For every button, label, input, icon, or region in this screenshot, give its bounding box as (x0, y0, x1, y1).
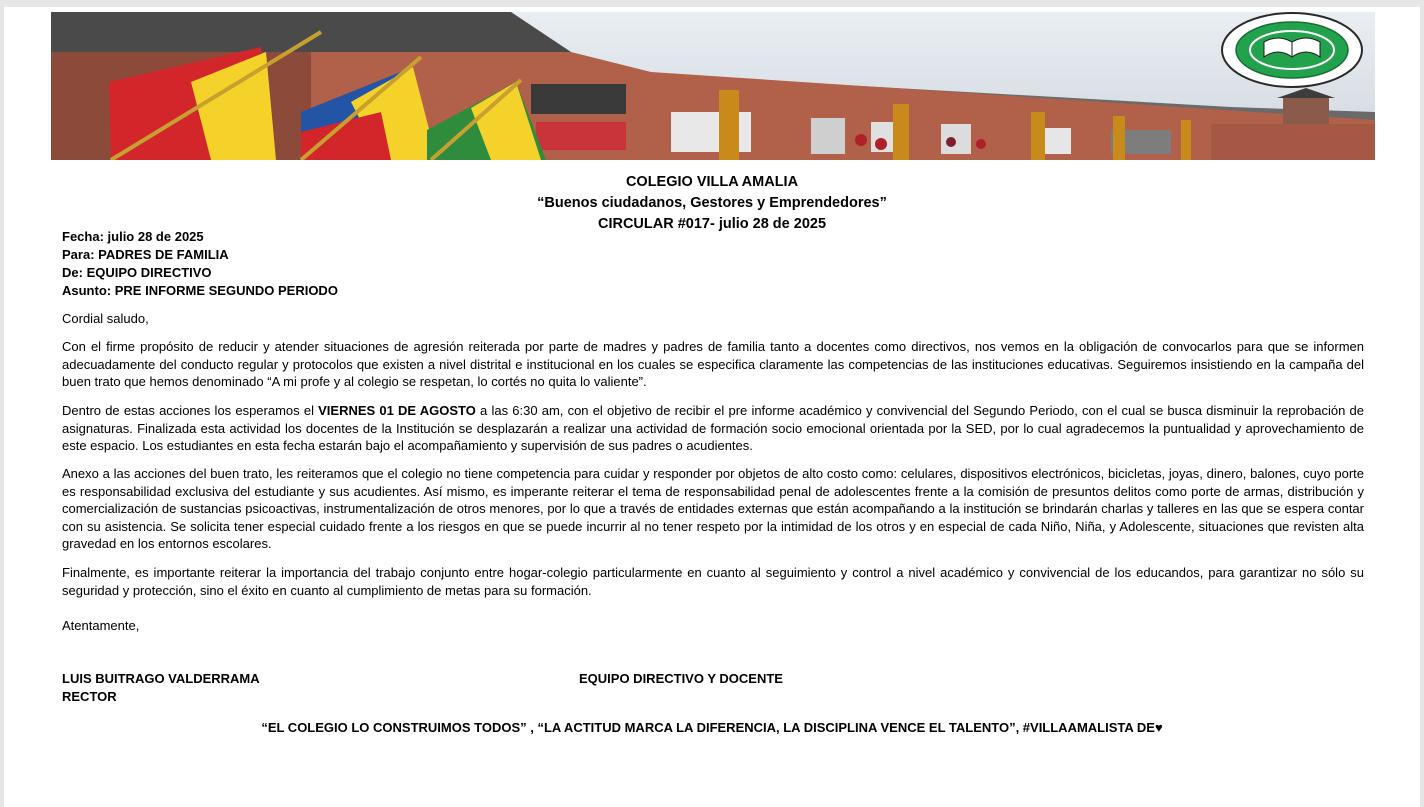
subject-line: Asunto: PRE INFORME SEGUNDO PERIODO (62, 283, 338, 298)
date-line: Fecha: julio 28 de 2025 (62, 229, 204, 244)
to-line: Para: PADRES DE FAMILIA (62, 247, 229, 262)
paragraph-3: Anexo a las acciones del buen trato, les reiteramos que el colegio no tiene competencia para cuidar y responder por objetos de alto costo como: celulares, dispositivos electrónicos, bicicletas, joyas, dinero, balones, cuyo porte es responsabilidad exclusiva del estudiante y sus acudientes. Así mismo, es imperante reiterar el tema de responsabilidad penal de adolescentes frente a la comisión de presuntos delitos como porte de armas, distribución y comercialización de sustancias psicoactivas, instrumentalización de otros menores, por lo que a través de entidades externas que están acompañando a la institución se brindarán charlas y talleres en las que se espera contar con su asistencia. Se solicita tener especial cuidado frente a los riesgos en que se puede incurrir al no tener respeto por la intimidad de los otros y en especial de cada Niño, Niña, y Adolescente, situaciones que revisten alta gravedad en los entornos escolares. (62, 466, 1364, 552)
memo-header (62, 228, 338, 300)
school-name: COLEGIO VILLA AMALIA (625, 174, 799, 190)
team-signature: EQUIPO DIRECTIVO Y DOCENTE (579, 671, 783, 686)
paragraph-1: Con el firme propósito de reducir y atender situaciones de agresión reiterada por parte de madres y padres de familia tanto a docentes como directivos, nos vemos en la obligación de convocarlos para que se informen adecuadamente del conducto regular y protocolos que existen a nivel distrital e institucional en los cuales se especifica claramente las competencias de las instituciones educativas. Seguiremos insistiendo en la campaña del buen trato que hemos denominado “A mi profe y al colegio se respetan, lo cortés no quita lo valiente”. (62, 339, 1364, 390)
signer-name: LUIS BUITRAGO VALDERRAMA (62, 671, 260, 686)
event-date: VIERNES 01 DE AGOSTO (318, 403, 476, 418)
school-motto: “Buenos ciudadanos, Gestores y Emprendedores” (537, 195, 887, 211)
to-value: PADRES DE FAMILIA (98, 247, 229, 262)
signer-role: RECTOR (62, 689, 117, 704)
subject-value: PRE INFORME SEGUNDO PERIODO (114, 283, 338, 298)
from-value: EQUIPO DIRECTIVO (86, 265, 212, 280)
paragraph-2: Dentro de estas acciones los esperamos el VIERNES 01 DE AGOSTO a las 6:30 am, con el objetivo de recibir el pre informe académico y convivencial del Segundo Periodo, con el cual se busca disminuir la reprobación de asignaturas. Finalizada esta actividad los docentes de la Institución se desplazarán a realizar una actividad de formación socio emocional orientada por la SED, por lo cual agradecemos la puntualidad y aprovechamiento de este espacio. Los estudiantes en esta fecha estarán bajo el acompañamiento y supervisión de sus padres o acudientes. (62, 403, 1365, 454)
footer-slogan: “EL COLEGIO LO CONSTRUIMOS TODOS” , “LA ACTITUD MARCA LA DIFERENCIA, LA DISCIPLINA VENCE EL TALENTO”, #VILLAAMALISTA DE♥ (261, 720, 1163, 735)
header-banner-photo (51, 12, 1375, 160)
closing: Atentamente, (62, 618, 140, 633)
school-logo-icon (1222, 13, 1362, 87)
greeting: Cordial saludo, (62, 311, 149, 326)
date-value: julio 28 de 2025 (107, 229, 204, 244)
from-line: De: EQUIPO DIRECTIVO (62, 265, 212, 280)
circular-title: CIRCULAR #017- julio 28 de 2025 (597, 216, 827, 232)
paragraph-4: Finalmente, es importante reiterar la importancia del trabajo conjunto entre hogar-colegio particularmente en cuanto al seguimiento y control a nivel académico y convivencial de los educandos, para garantizar no sólo su seguridad y protección, sino el éxito en cuanto al cumplimiento de metas para su formación. (62, 565, 1364, 598)
